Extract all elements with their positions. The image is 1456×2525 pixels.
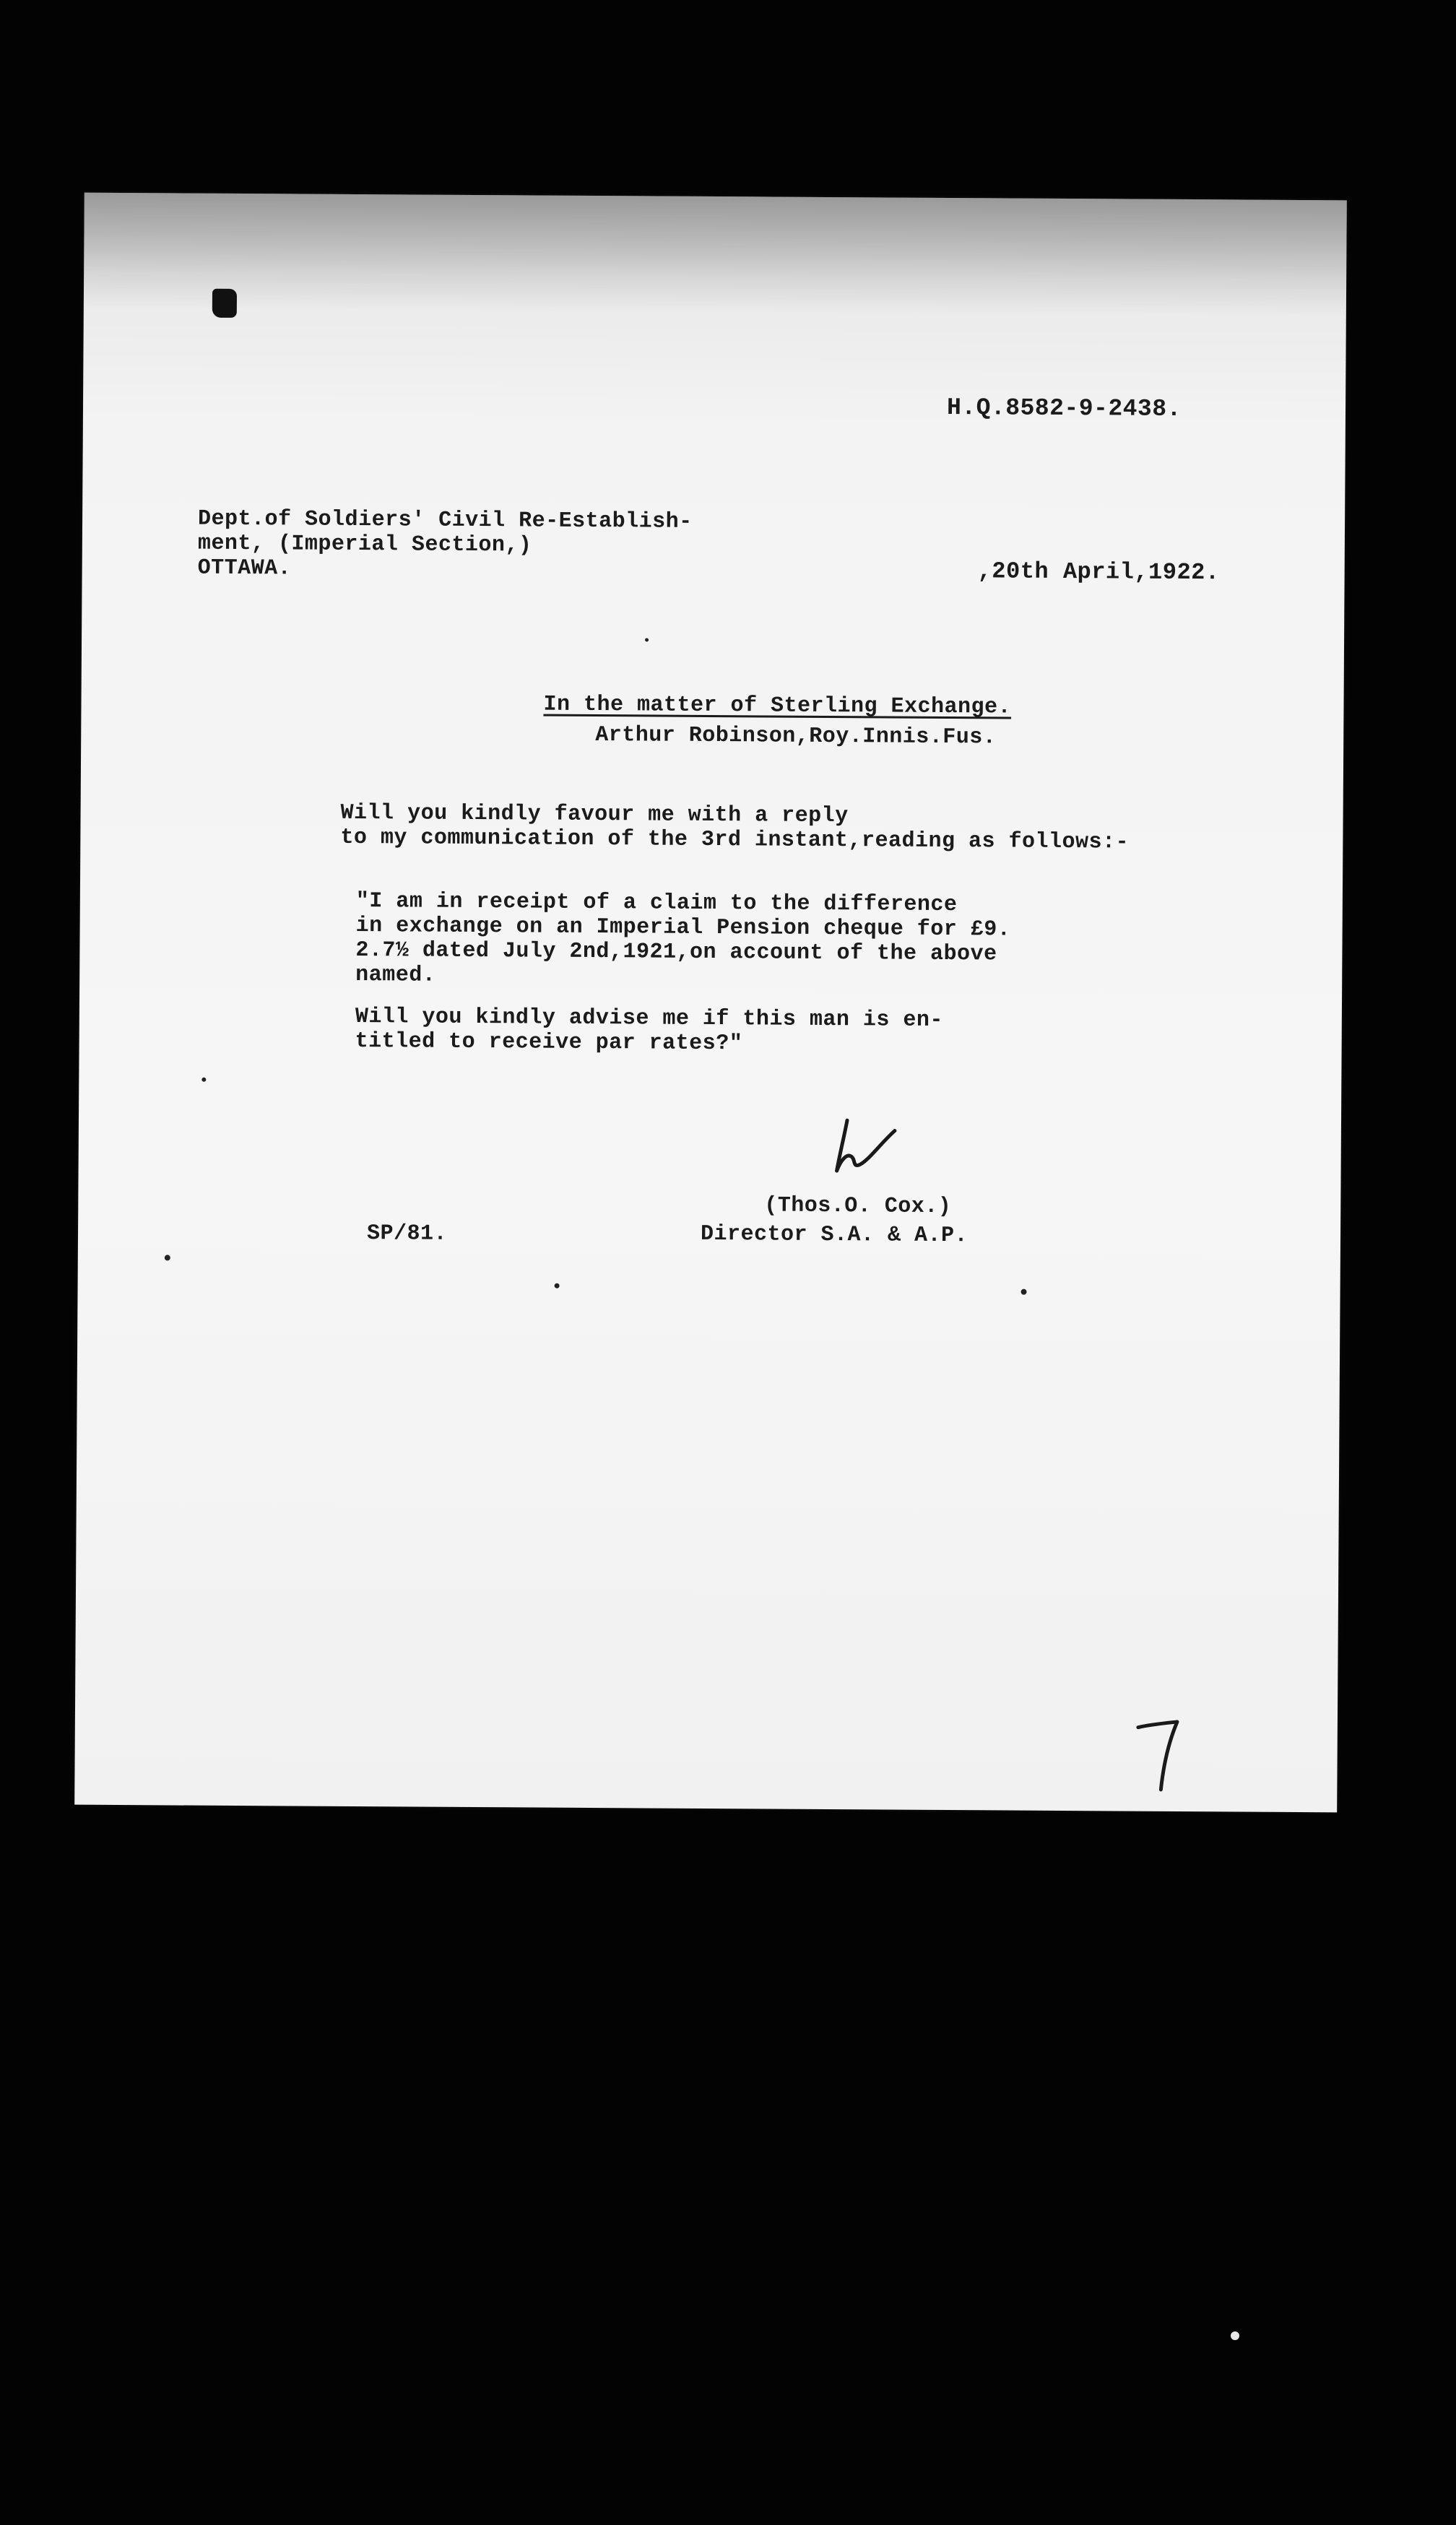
letter-date: ,20th April,1922.: [977, 558, 1220, 586]
paper-speck: [645, 638, 649, 641]
subject-line: In the matter of Sterling Exchange.: [543, 692, 1012, 720]
paper-speck: [555, 1283, 560, 1289]
signatory-title: Director S.A. & A.P.: [700, 1221, 968, 1249]
body-paragraph-question: Will you kindly advise me if this man is en- titled to receive par rates?": [355, 1004, 944, 1057]
body-paragraph-request: Will you kindly favour me with a reply to my communication of the 3rd instant,reading as follows:-: [340, 800, 1130, 855]
signatory-name: (Thos.O. Cox.): [764, 1193, 952, 1220]
paper-speck: [202, 1078, 206, 1082]
body-paragraph-quote: "I am in receipt of a claim to the difference in exchange on an Imperial Pension cheque for £9. 2.7½ dated July 2nd,1921,on account of the above named.: [355, 888, 1011, 988]
paper-speck: [165, 1255, 170, 1260]
paper-speck: [1021, 1289, 1027, 1295]
handwritten-initials-signature: [834, 1114, 907, 1180]
handwritten-page-number: [1132, 1718, 1183, 1797]
film-speck: [1231, 2331, 1239, 2340]
recipient-address: Dept.of Soldiers' Civil Re-Establish- ment, (Imperial Section,) OTTAWA.: [197, 506, 693, 581]
letter-page: [74, 193, 1347, 1813]
subject-name: Arthur Robinson,Roy.Innis.Fus.: [595, 723, 997, 750]
punch-hole-mark: [212, 289, 237, 318]
reference-number: H.Q.8582-9-2438.: [946, 394, 1182, 423]
file-code: SP/81.: [366, 1221, 448, 1247]
